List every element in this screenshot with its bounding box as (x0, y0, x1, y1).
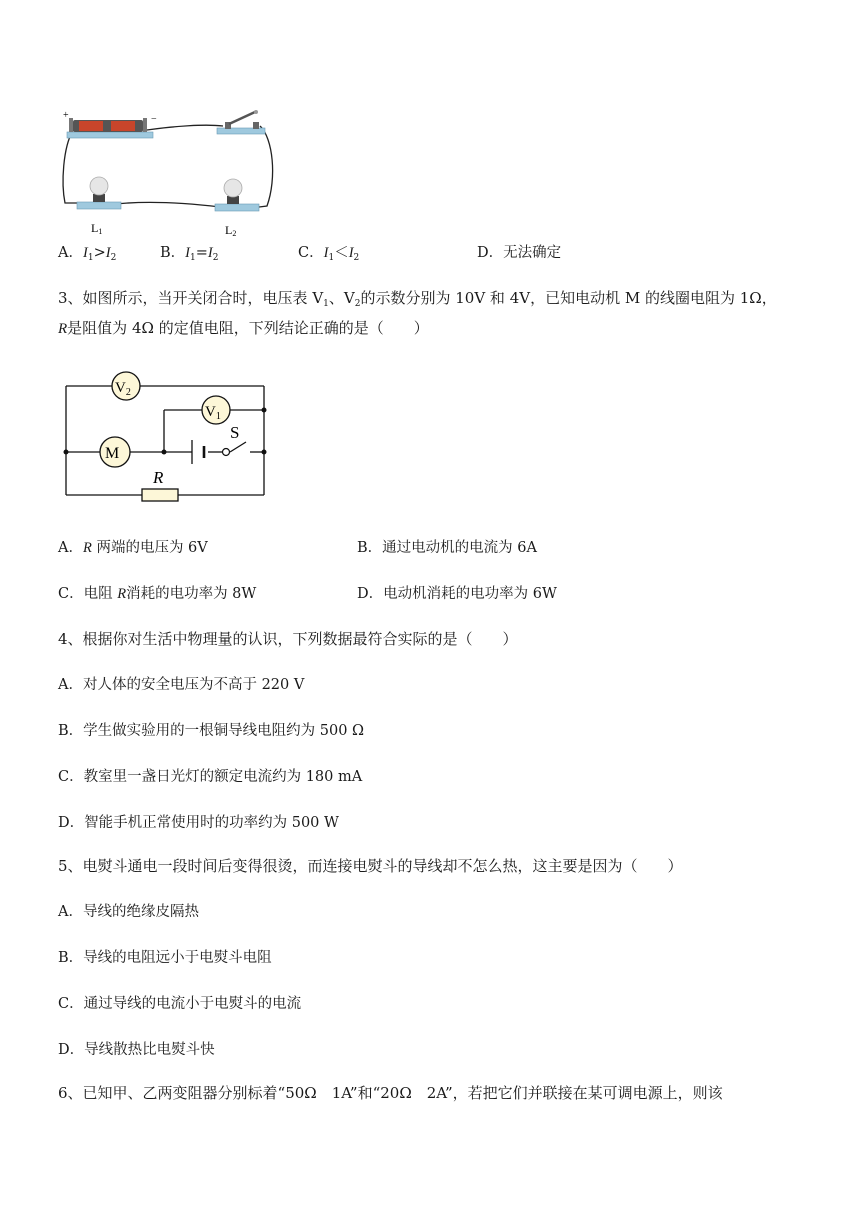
q4-option-d: D．智能手机正常使用时的功率约为 500 W (58, 815, 339, 831)
q3-voltmeter-v2 (112, 372, 140, 400)
q5-option-c: C．通过导线的电流小于电熨斗的电流 (58, 996, 302, 1012)
q2-battery (63, 110, 157, 138)
q2-option-c: C．$I_1<I_2$ (298, 245, 360, 263)
q4-option-c: C．教室里一盏日光灯的额定电流约为 180 mA (58, 769, 363, 785)
q3-stem-line1: 3、如图所示，当开关闭合时，电压表 $V_1$、$V_2$的示数分别为 10V 和 4V，已知电动机 M 的线圈电阻为 1Ω， (58, 289, 777, 309)
q2-circuit-figure (55, 108, 285, 238)
q3-resistor (142, 468, 178, 501)
q5-option-d: D．导线散热比电熨斗快 (58, 1042, 215, 1058)
svg-text:M: M (105, 445, 120, 462)
q4-option-a: A．对人体的安全电压为不高于 220 V (58, 677, 305, 693)
q3-option-c: C．电阻 R消耗的电功率为 8W (58, 586, 257, 602)
q3-motor (100, 437, 130, 467)
q2-label-l2: L2 (225, 223, 237, 238)
q4-stem: 4、根据你对生活中物理量的认识，下列数据最符合实际的是（ ） (58, 630, 518, 648)
svg-text:V1: $V_1$ (205, 404, 221, 422)
q3-stem-line2: R是阻值为 4Ω 的定值电阻，下列结论正确的是（ ） (58, 319, 429, 337)
svg-text:R: R (153, 468, 164, 487)
q3-voltmeter-v1 (202, 396, 230, 424)
q3-option-b: B．通过电动机的电流为 6A (357, 540, 537, 556)
q3-option-a: A．R 两端的电压为 6V (58, 540, 208, 556)
q5-stem: 5、电熨斗通电一段时间后变得很烫，而连接电熨斗的导线却不怎么热，这主要是因为（ ） (58, 857, 683, 875)
q2-option-a: A．$I_1>I_2$ (58, 245, 117, 263)
q2-switch (217, 110, 265, 134)
q3-option-d: D．电动机消耗的电功率为 6W (357, 586, 557, 602)
q2-option-d: D．无法确定 (477, 245, 562, 261)
svg-text:V2: $V_2$ (115, 380, 131, 398)
q2-minus-label: − (151, 114, 157, 125)
q2-wire (63, 130, 83, 203)
q2-lamp-l1 (77, 177, 121, 236)
q2-label-l1: L1 (91, 221, 103, 236)
q5-option-a: A．导线的绝缘皮隔热 (58, 904, 199, 920)
q3-switch-label: S (230, 423, 240, 442)
q2-lamp-l2 (215, 179, 259, 238)
q5-option-b: B．导线的电阻远小于电熨斗电阻 (58, 950, 272, 966)
q4-option-b: B．学生做实验用的一根铜导线电阻约为 500 Ω (58, 723, 365, 739)
q2-option-b: B．$I_1=I_2$ (160, 245, 219, 263)
q2-plus-label: + (63, 110, 69, 121)
q3-circuit-diagram (58, 370, 273, 505)
q6-stem: 6、已知甲、乙两变阻器分别标着“50Ω 1A”和“20Ω 2A”，若把它们并联接在某可调电源上，则该 (58, 1084, 723, 1102)
